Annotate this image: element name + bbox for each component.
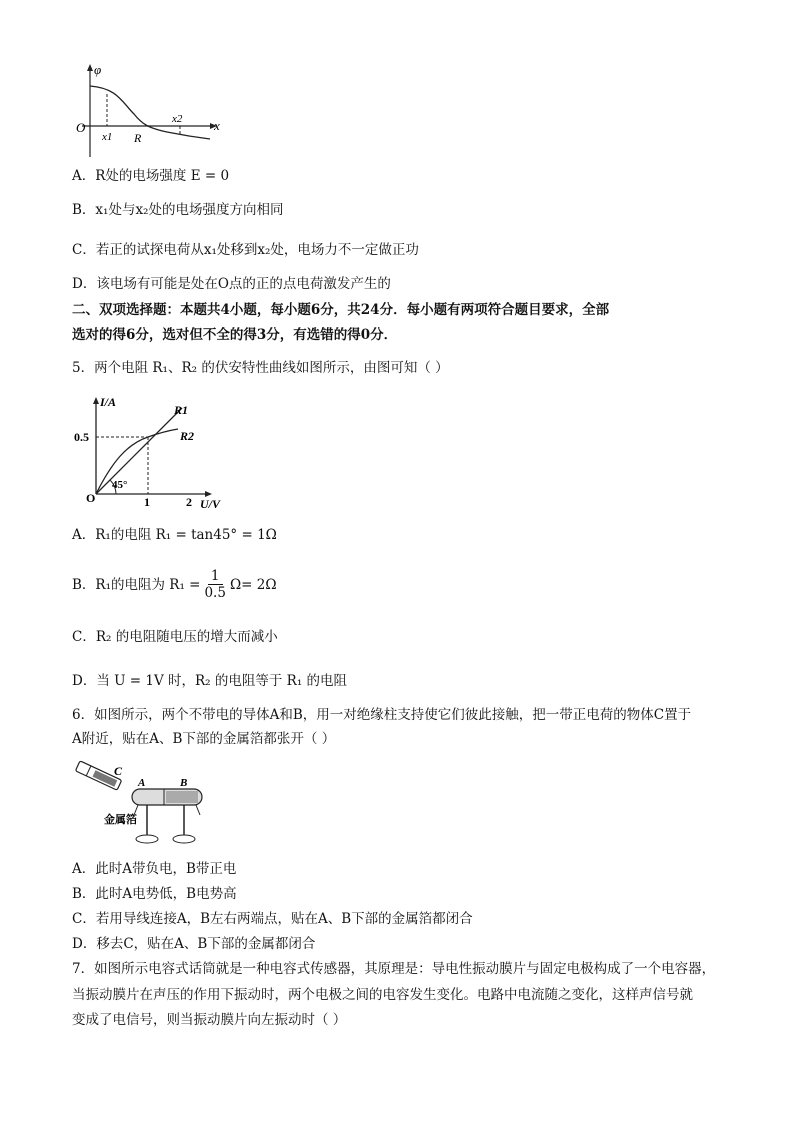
angle-label: 45°: [112, 479, 128, 491]
x-tick-2: 2: [186, 495, 192, 509]
q5-option-d: D．当 U = 1V 时，R₂ 的电阻等于 R₁ 的电阻: [72, 673, 348, 689]
q4-option-c: C．若正的试探电荷从x₁处移到x₂处，电场力不一定做正功: [72, 242, 419, 258]
q5-option-c: C．R₂ 的电阻随电压的增大而减小: [72, 629, 278, 645]
q5-b-prefix: B．R₁的电阻为 R₁ =: [72, 576, 201, 593]
q5-stem: 5．两个电阻 R₁、R₂ 的伏安特性曲线如图所示，由图可知（ ）: [72, 360, 449, 376]
q6-option-b: B．此时A电势低，B电势高: [72, 886, 237, 902]
foil-label: 金属箔: [104, 813, 137, 826]
q5-b-numerator: 1: [208, 568, 223, 585]
q5-b-suffix: Ω= 2Ω: [229, 576, 277, 593]
x-label: x: [214, 118, 220, 133]
i-axis-label: I/A: [100, 395, 117, 409]
q5-b-fraction: [204, 568, 225, 601]
b-label: B: [180, 777, 188, 789]
q6-stem-line2: A附近，贴在A、B下部的金属箔都张开（ ）: [72, 731, 336, 747]
y-tick-label: 0.5: [74, 430, 89, 444]
q4-option-a: A．R处的电场强度 E = 0: [72, 168, 230, 184]
origin-label: O: [86, 491, 96, 505]
iu-graph: [72, 392, 232, 512]
u-axis-label: U/V: [200, 497, 221, 511]
q5-option-b: [72, 568, 277, 601]
q5-option-a: A．R₁的电阻 R₁ = tan45° = 1Ω: [72, 527, 277, 543]
r1-label: R1: [174, 403, 189, 417]
q6-option-c: C．若用导线连接A，B左右两端点，贴在A、B下部的金属箔都闭合: [72, 911, 473, 927]
phi-label: φ: [94, 62, 102, 77]
a-label: A: [138, 777, 146, 789]
origin-label: O: [76, 120, 86, 135]
x-tick-1: 1: [144, 495, 150, 509]
q4-option-b: B．x₁处与x₂处的电场强度方向相同: [72, 202, 284, 218]
q6-stem-line1: 6．如图所示，两个不带电的导体A和B，用一对绝缘柱支持使它们彼此接触，把一带正电荷的物体C置于: [72, 707, 692, 723]
potential-graph: [72, 62, 232, 162]
x1-label: x1: [102, 131, 113, 143]
q7-line3: 变成了电信号，则当振动膜片向左振动时（ ）: [72, 1012, 347, 1028]
q7-line2: 当振动膜片在声压的作用下振动时，两个电极之间的电容发生变化。电路中电流随之变化，这样声信号就: [72, 987, 693, 1003]
x2-label: x2: [172, 113, 183, 125]
q6-option-a: A．此时A带负电，B带正电: [72, 861, 237, 877]
q7-line1: 7．如图所示电容式话筒就是一种电容式传感器，其原理是：导电性振动膜片与固定电极构成了一个电容器，: [72, 961, 716, 977]
section2-heading-line1: 二、双项选择题：本题共4小题，每小题6分，共24分．每小题有两项符合题目要求，全部: [72, 302, 610, 318]
q5-b-denominator: 0.5: [204, 585, 226, 601]
r2-label: R2: [180, 429, 195, 443]
c-label: C: [114, 764, 123, 778]
section2-heading-line2: 选对的得6分，选对但不全的得3分，有选错的得0分．: [72, 327, 398, 343]
conductor-diagram: [72, 757, 217, 849]
q4-option-d: D．该电场有可能是处在O点的正的点电荷激发产生的: [72, 276, 391, 292]
q6-option-d: D．移去C，贴在A、B下部的金属都闭合: [72, 936, 316, 952]
r-label: R: [134, 131, 142, 145]
